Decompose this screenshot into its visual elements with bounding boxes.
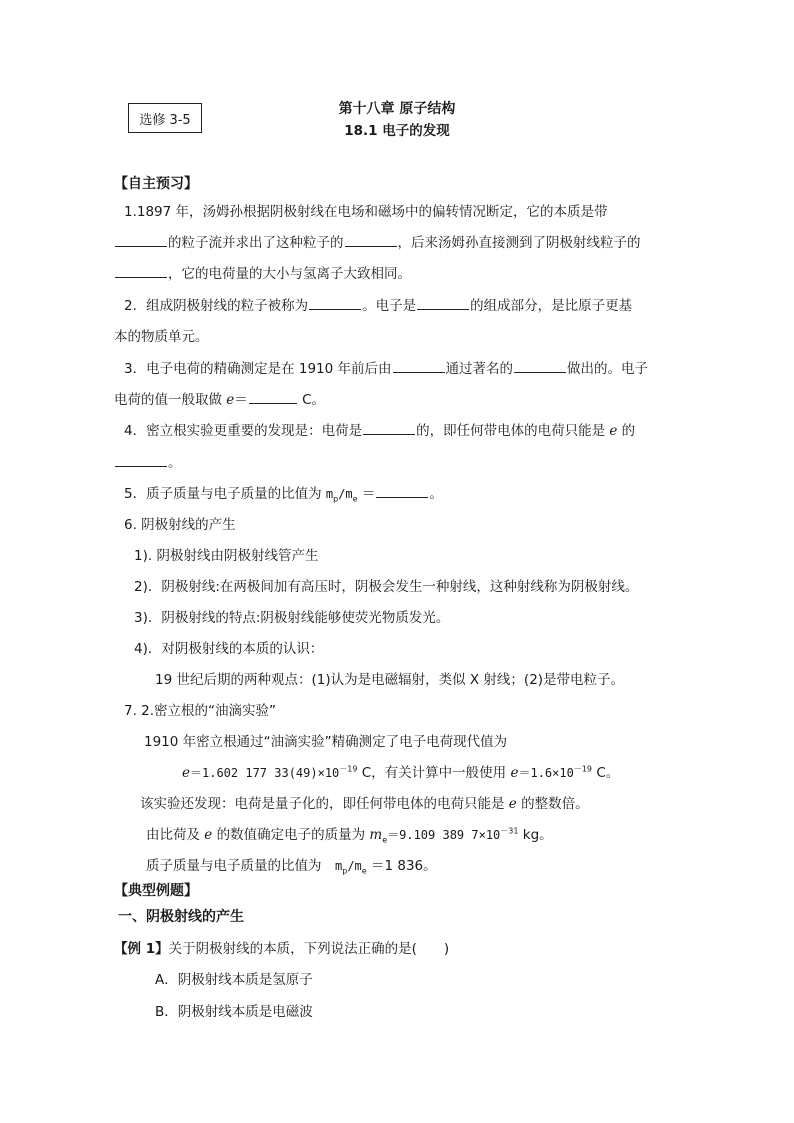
chapter-title: 第十八章 原子结构	[338, 101, 456, 117]
q4-line1: 4．密立根实验更重要的发现是：电荷是 的，即任何带电体的电荷只能是 e 的	[124, 419, 635, 439]
q2-line2: 本的物质单元。	[114, 329, 209, 345]
q7-line4: 由比荷及 e 的数值确定电子的质量为 $m_e=9.109$ 389 $7\times 10^{-31}$ kg。	[146, 826, 553, 845]
q6-item2: 2)．阴极射线:在两极间加有高压时，阴极会发生一种射线，这种射线称为阴极射线。	[134, 579, 639, 595]
q7-line3: 该实验还发现：电荷是量子化的，即任何带电体的电荷只能是 e 的整数倍。	[140, 796, 589, 812]
q3-line1: 3．电子电荷的精确测定是在 1910 年前后由 通过著名的 做出的。电子	[124, 357, 648, 377]
badge-label: 选修 3-5	[139, 112, 191, 128]
option-a: A．阴极射线本质是氢原子	[155, 972, 313, 988]
blank[interactable]	[345, 232, 397, 247]
example-1	[114, 937, 449, 957]
q5-line: 5．质子质量与电子质量的比值为 $m_p/m_e$ ＝ 。	[124, 482, 443, 504]
blank[interactable]	[393, 358, 445, 373]
blank[interactable]	[363, 420, 415, 435]
examples-subheading: 一、阴极射线的产生	[118, 909, 244, 925]
examples-heading: 【典型例题】	[114, 883, 198, 899]
blank[interactable]	[115, 263, 167, 278]
q7-line5: 质子质量与电子质量的比值为 $m_p/m_e =1$ 836。	[146, 858, 437, 876]
q4-line2: 。	[114, 451, 182, 471]
example-1-text: 关于阴极射线的本质，下列说法正确的是( )	[168, 941, 450, 957]
option-b: B．阴极射线本质是电磁波	[155, 1004, 313, 1020]
q7-title: 7. 2.密立根的“油滴实验”	[124, 703, 277, 719]
q6-item3: 3)．阴极射线的特点:阴极射线能够使荧光物质发光。	[134, 610, 450, 626]
q1-line1: 1.1897 年，汤姆孙根据阴极射线在电场和磁场中的偏转情况断定，它的本质是带	[124, 204, 608, 220]
blank[interactable]	[514, 358, 566, 373]
blank[interactable]	[249, 389, 297, 404]
q6-title: 6. 阴极射线的产生	[124, 517, 236, 533]
preview-heading: 【自主预习】	[114, 176, 198, 192]
example-1-label: 【例 1】	[114, 941, 169, 957]
q6-item1: 1). 阴极射线由阴极射线管产生	[134, 548, 319, 564]
q2-line1: 2．组成阴极射线的粒子被称为 。电子是 的组成部分，是比原子更基	[124, 294, 632, 314]
q3-line2: 电荷的值一般取做 e＝ C。	[114, 388, 325, 408]
blank[interactable]	[115, 232, 167, 247]
section-title: 18.1 电子的发现	[344, 123, 450, 139]
blank[interactable]	[115, 452, 167, 467]
q6-item4: 4)．对阴极射线的本质的认识：	[134, 641, 324, 657]
q7-line1: 1910 年密立根通过“油滴实验”精确测定了电子电荷现代值为	[144, 734, 508, 750]
q7-line2: e＝1.602 177 $33(49)\times 10^{-19}$ C，有关计算中一般使用 $e=1.6\times 10^{-19}$ C。	[182, 764, 620, 781]
blank[interactable]	[376, 483, 428, 498]
q1-line2: 的粒子流并求出了这种粒子的 ，后来汤姆孙直接测到了阴极射线粒子的	[114, 231, 641, 251]
q6-item4-detail: 19 世纪后期的两种观点：(1)认为是电磁辐射，类似 X 射线；(2)是带电粒子。	[155, 672, 625, 688]
q1-line3: ，它的电荷量的大小与氢离子大致相同。	[114, 262, 411, 282]
blank[interactable]	[309, 295, 361, 310]
blank[interactable]	[417, 295, 469, 310]
